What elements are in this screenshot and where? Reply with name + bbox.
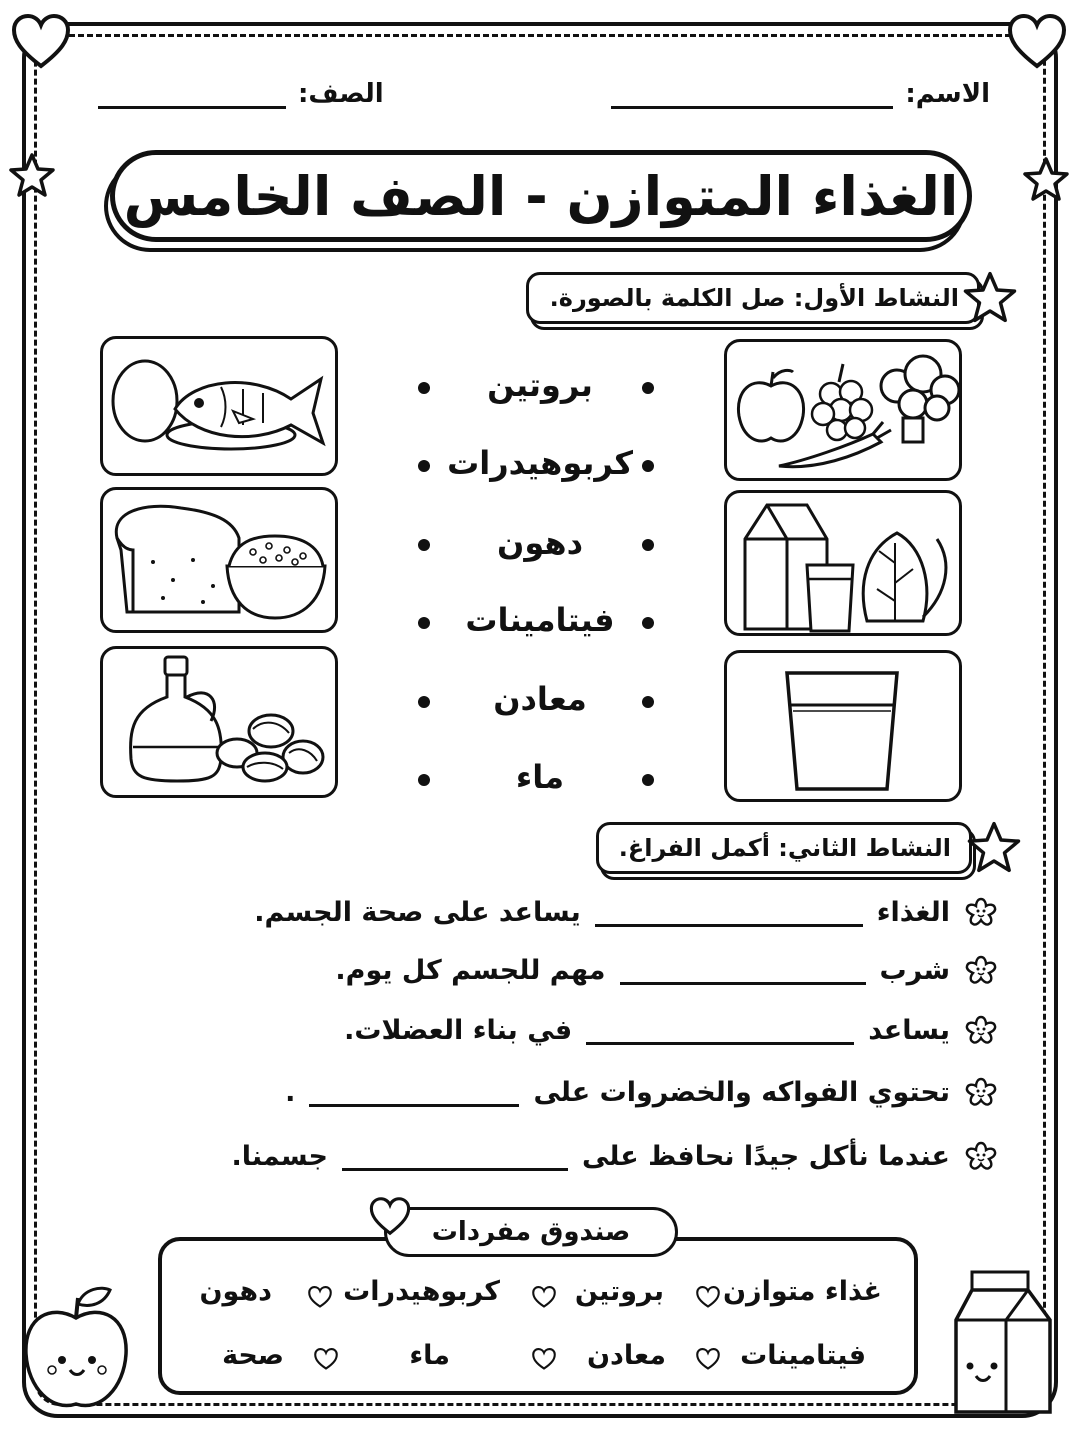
sentence-start: شرب <box>879 954 950 986</box>
vocab-word: بروتين <box>574 1276 664 1307</box>
class-line[interactable] <box>98 78 286 109</box>
water-glass-icon <box>727 653 959 799</box>
match-word: كربوهيدرات <box>447 444 633 482</box>
heart-icon <box>368 1196 412 1236</box>
match-dot[interactable] <box>418 539 430 551</box>
sentence-end: جسمنا. <box>231 1140 328 1172</box>
protein-foods-picture[interactable] <box>100 336 338 476</box>
vocab-word: ماء <box>409 1340 450 1371</box>
header-fields <box>90 78 990 118</box>
heart-icon <box>312 1347 340 1371</box>
answer-blank[interactable] <box>595 898 863 927</box>
heart-icon <box>694 1285 722 1309</box>
flower-icon <box>964 953 998 987</box>
match-dot[interactable] <box>418 774 430 786</box>
vocab-word: كربوهيدرات <box>343 1276 500 1307</box>
sentence-end: . <box>285 1076 296 1108</box>
sentence-end: مهم للجسم كل يوم. <box>335 954 606 986</box>
star-icon <box>8 152 56 198</box>
vocab-word: فيتامينات <box>740 1340 866 1371</box>
heart-icon <box>306 1285 334 1309</box>
match-dot[interactable] <box>642 774 654 786</box>
vocab-word: معادن <box>587 1340 666 1371</box>
vocab-word: غذاء متوازن <box>722 1276 882 1307</box>
sentence-start: يساعد <box>868 1014 950 1046</box>
heart-icon <box>694 1347 722 1371</box>
name-line[interactable] <box>611 78 893 109</box>
class-label: الصف: <box>298 79 384 109</box>
fill-in-sentence <box>344 1008 998 1052</box>
match-word: بروتين <box>487 366 593 404</box>
vocab-word: دهون <box>199 1276 272 1307</box>
sentence-end: في بناء العضلات. <box>344 1014 573 1046</box>
activity2-label: النشاط الثاني: أكمل الفراغ. <box>596 822 972 874</box>
fill-in-sentence <box>254 890 998 934</box>
sentence-start: الغذاء <box>876 896 950 928</box>
star-icon <box>1022 156 1070 202</box>
answer-blank[interactable] <box>342 1142 568 1171</box>
sentence-start: عندما نأكل جيدًا نحافظ على <box>581 1140 950 1172</box>
apple-character-icon <box>18 1278 134 1416</box>
heart-icon <box>530 1347 558 1371</box>
milk-spinach-icon <box>727 493 959 633</box>
fill-in-sentence <box>285 1070 998 1114</box>
fill-in-sentence <box>335 948 998 992</box>
name-field[interactable] <box>611 78 990 109</box>
star-icon <box>966 820 1022 874</box>
flower-icon <box>964 895 998 929</box>
match-word: معادن <box>493 680 587 718</box>
vocab-title: صندوق مفردات <box>384 1207 678 1257</box>
match-word: دهون <box>497 524 583 562</box>
match-dot[interactable] <box>642 696 654 708</box>
class-field[interactable] <box>98 78 384 109</box>
minerals-foods-picture[interactable] <box>724 490 962 636</box>
match-dot[interactable] <box>418 460 430 472</box>
answer-blank[interactable] <box>586 1016 854 1045</box>
carbohydrate-foods-picture[interactable] <box>100 487 338 633</box>
match-word: ماء <box>515 758 565 796</box>
match-dot[interactable] <box>642 460 654 472</box>
heart-icon <box>1006 12 1068 70</box>
answer-blank[interactable] <box>620 956 866 985</box>
heart-icon <box>10 12 72 70</box>
match-dot[interactable] <box>418 617 430 629</box>
milk-carton-character-icon <box>946 1262 1060 1420</box>
bread-rice-icon <box>103 490 335 630</box>
water-picture[interactable] <box>724 650 962 802</box>
match-dot[interactable] <box>418 382 430 394</box>
page-title: الغذاء المتوازن - الصف الخامس <box>110 150 972 242</box>
match-dot[interactable] <box>418 696 430 708</box>
flower-icon <box>964 1013 998 1047</box>
vitamin-foods-picture[interactable] <box>724 339 962 481</box>
star-icon <box>962 270 1018 324</box>
fats-foods-picture[interactable] <box>100 646 338 798</box>
match-dot[interactable] <box>642 617 654 629</box>
flower-icon <box>964 1139 998 1173</box>
fill-in-sentence <box>232 1134 999 1178</box>
answer-blank[interactable] <box>309 1078 519 1107</box>
match-dot[interactable] <box>642 539 654 551</box>
heart-icon <box>530 1285 558 1309</box>
vocab-box <box>158 1237 918 1395</box>
vocab-word: صحة <box>222 1340 284 1371</box>
name-label: الاسم: <box>905 79 990 109</box>
flower-icon <box>964 1075 998 1109</box>
match-word: فيتامينات <box>465 601 615 639</box>
sentence-end: يساعد على صحة الجسم. <box>254 896 581 928</box>
sentence-start: تحتوي الفواكه والخضروات على <box>533 1076 950 1108</box>
activity1-label: النشاط الأول: صل الكلمة بالصورة. <box>526 272 980 324</box>
egg-fish-icon <box>103 339 335 473</box>
fruit-vegetable-icon <box>727 342 959 478</box>
oil-nuts-icon <box>103 649 335 795</box>
match-dot[interactable] <box>642 382 654 394</box>
